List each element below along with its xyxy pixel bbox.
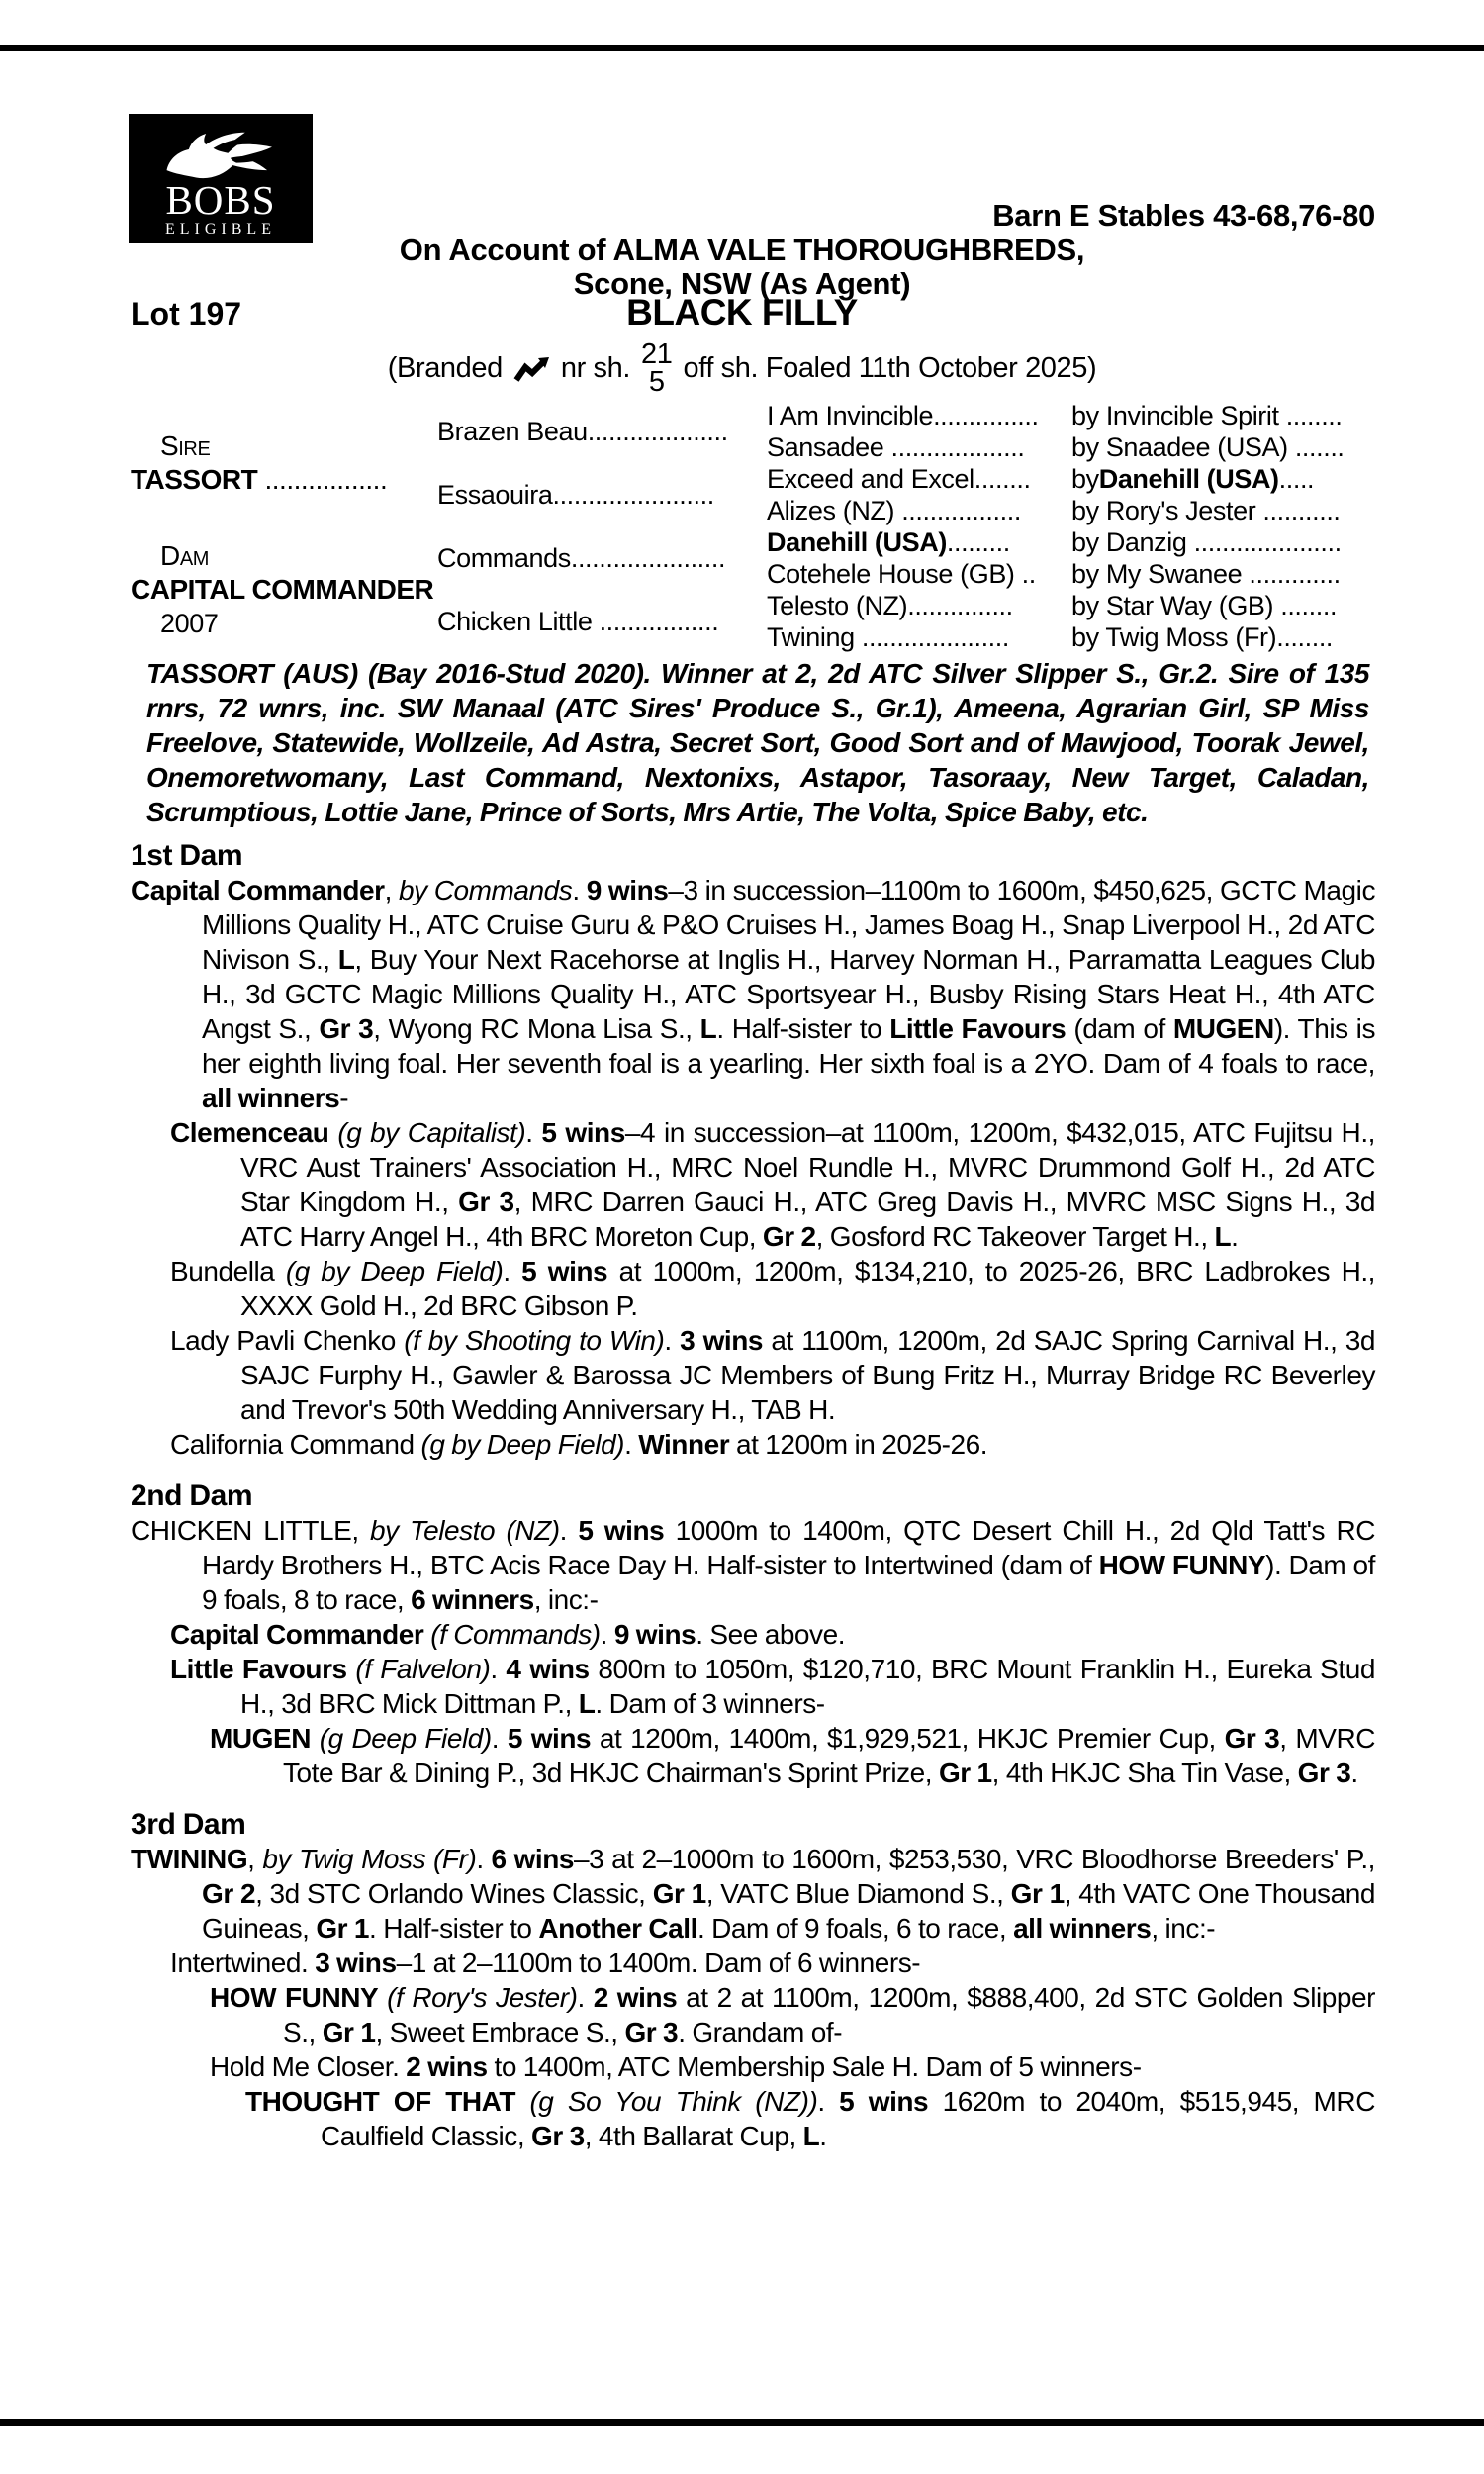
text-run: . Half-sister to xyxy=(716,1013,890,1044)
bottom-rule xyxy=(0,2419,1484,2426)
text-run: –3 at 2–1000m to 1600m, $253,530, VRC Bloodhorse Breeders' P., xyxy=(573,1844,1375,1874)
dam-name: CAPITAL COMMANDER xyxy=(131,574,434,605)
pedigree-greatgrandparent-cell xyxy=(1071,590,1375,621)
text-run: . xyxy=(490,1654,507,1684)
text-run: ......... xyxy=(946,526,1010,557)
pedigree-paragraph xyxy=(131,1427,1375,1462)
pedigree-greatgrandparent-cell xyxy=(1071,400,1375,431)
text-run: 4 wins xyxy=(506,1654,590,1684)
text-run: . xyxy=(572,875,587,905)
pedigree-parent-cell: Essaouira....................... xyxy=(437,479,714,510)
pedigree-greatgrandparent-cell xyxy=(1071,621,1375,653)
text-run: by Danzig ..................... xyxy=(1071,526,1342,557)
text-run: Gr 3 xyxy=(624,2017,679,2047)
text-run: Twining ..................... xyxy=(767,621,1009,652)
text-run: Capital Commander xyxy=(131,875,385,905)
text-run: Gr 3 xyxy=(319,1013,374,1044)
text-run: , 4th VATC One Thousand Guineas, xyxy=(202,1878,1375,1944)
text-run: Alizes (NZ) ................. xyxy=(767,495,1021,525)
text-run: , 4th HKJC Sha Tin Vase, xyxy=(991,1758,1298,1788)
pedigree-greatgrandparent-cell xyxy=(1071,495,1375,526)
account-line-2: Scone, NSW (As Agent) xyxy=(573,266,911,301)
stud-paragraph: TASSORT (AUS) (Bay 2016-Stud 2020). Winner at 2, 2d ATC Silver Slipper S., Gr.2. Sire of 135 rnrs, 72 wnrs, inc. SW Manaal (ATC Sires' Produce S., Gr.1), Ameena, Agrarian Girl, SP Miss Freelove, Statewide, Wollzeile, Ad Astra, Secret Sort, Good Sort and of Mawjood, Toorak Jewel, Onemoretwomany, Last Command, Nextonixs, Astapor, Tasoraay, New Target, Caladan, Scrumptious, Lottie Jane, Prince of Sorts, Mrs Artie, The Volta, Spice Baby, etc. xyxy=(146,658,1369,827)
text-run: ). Dam of 9 foals, 8 to race, xyxy=(202,1550,1375,1615)
text-run: L xyxy=(1214,1221,1232,1252)
pedigree-paragraph xyxy=(131,1842,1375,1946)
text-run: TWINING xyxy=(131,1844,248,1874)
text-run: by Twig Moss (Fr)........ xyxy=(1071,621,1334,652)
text-run xyxy=(378,1982,387,2013)
dam-section xyxy=(131,1807,1375,2153)
text-run: 3 wins xyxy=(680,1325,764,1356)
pedigree-paragraph xyxy=(131,1513,1375,1617)
pedigree-paragraph xyxy=(131,1721,1375,1790)
text-run: (dam of xyxy=(1066,1013,1173,1044)
pedigree-table xyxy=(131,400,1375,653)
text-run: , Gosford RC Takeover Target H., xyxy=(815,1221,1215,1252)
text-run: Another Call xyxy=(538,1913,697,1944)
text-run: . xyxy=(525,1117,542,1148)
text-run: Telesto (NZ)............... xyxy=(767,590,1013,620)
text-run: Hold Me Closer. xyxy=(210,2051,407,2082)
text-run: L xyxy=(699,1013,717,1044)
pedigree-paragraph xyxy=(131,1652,1375,1721)
text-run: (f Falvelon) xyxy=(355,1654,491,1684)
text-run: 5 wins xyxy=(521,1256,608,1286)
text-run: , xyxy=(384,875,399,905)
pedigree-paragraph xyxy=(131,2049,1375,2084)
text-run: , Buy Your Next Racehorse at Inglis H., Harvey Norman H., Parramatta Leagues Club H., 3d GCTC Magic Millions Quality H., ATC Sportsyear H., Busby Rising Stars Heat H., 4th ATC Angst S., xyxy=(202,944,1376,1044)
text-run: 1620m to 2040m, $515,945, MRC Caulfield Classic, xyxy=(321,2086,1375,2151)
text-run: . Dam of 9 foals, 6 to race, xyxy=(696,1913,1014,1944)
text-run: 800m to 1050m, $120,710, BRC Mount Franklin H., Eureka Stud H., 3d BRC Mick Dittman P., xyxy=(240,1654,1375,1719)
text-run: by Commands xyxy=(399,875,573,905)
text-run: , xyxy=(247,1844,263,1874)
text-run: . See above. xyxy=(696,1619,846,1650)
pedigree-grandparent-cell xyxy=(767,400,1071,431)
text-run: 9 wins xyxy=(613,1619,696,1650)
account-line-1: On Account of ALMA VALE THOROUGHBREDS, xyxy=(399,233,1085,267)
text-run: California Command xyxy=(170,1429,421,1460)
text-run: Gr 1 xyxy=(316,1913,370,1944)
text-run: by Invincible Spirit ........ xyxy=(1071,400,1343,430)
text-run: 5 wins xyxy=(541,1117,625,1148)
text-run xyxy=(328,1117,337,1148)
text-run: Gr 1 xyxy=(652,1878,706,1909)
text-run: Gr 2 xyxy=(202,1878,256,1909)
text-run: Clemenceau xyxy=(170,1117,329,1148)
text-run: . Grandam of- xyxy=(678,2017,843,2047)
text-run: . xyxy=(476,1844,492,1874)
text-run xyxy=(311,1723,320,1754)
text-run: Gr 3 xyxy=(1297,1758,1351,1788)
pedigree-paragraph xyxy=(131,1115,1375,1254)
text-run: MUGEN xyxy=(210,1723,311,1754)
text-run: . xyxy=(624,1429,639,1460)
text-run: at 1000m, 1200m, $134,210, to 2025-26, BRC Ladbrokes H., XXXX Gold H., 2d BRC Gibson P. xyxy=(240,1256,1375,1321)
pedigree-paragraph xyxy=(131,2084,1375,2153)
text-run: . xyxy=(491,1723,508,1754)
text-run: (g by Capitalist) xyxy=(337,1117,526,1148)
text-run: at 1200m in 2025-26. xyxy=(729,1429,988,1460)
text-run: Little Favours xyxy=(889,1013,1067,1044)
sire-block xyxy=(131,400,437,526)
text-run: . xyxy=(1350,1758,1358,1788)
pedigree-greatgrandparent-cell xyxy=(1071,526,1375,558)
text-run: . xyxy=(817,2086,840,2117)
text-run: . xyxy=(600,1619,614,1650)
pedigree-paragraph xyxy=(131,1946,1375,1980)
text-run: THOUGHT OF THAT xyxy=(245,2086,515,2117)
dam-year: 2007 xyxy=(160,609,219,638)
text-run: Little Favours xyxy=(170,1654,347,1684)
text-run: Danehill (USA) xyxy=(1098,463,1279,494)
text-run: by xyxy=(1071,463,1099,494)
text-run: Gr 3 xyxy=(530,2121,585,2151)
text-run: Gr 2 xyxy=(762,1221,816,1252)
text-run: ). This is her eighth living foal. Her seventh foal is a yearling. Her sixth foal is a 2YO. Dam of 4 foals to race, xyxy=(202,1013,1375,1079)
text-run: by Star Way (GB) ........ xyxy=(1071,590,1338,620)
dam-section-heading: 2nd Dam xyxy=(131,1479,253,1512)
text-run: to 1400m, ATC Membership Sale H. Dam of 5 winners- xyxy=(487,2051,1142,2082)
text-run: –4 in succession–at 1100m, 1200m, $432,015, ATC Fujitsu H., VRC Aust Trainers' Association H., MRC Noel Rundle H., MVRC Drummond Golf H., 2d ATC Star Kingdom H., xyxy=(240,1117,1375,1217)
text-run: MUGEN xyxy=(1172,1013,1274,1044)
sire-name: TASSORT ................. xyxy=(131,464,388,495)
horse-head-icon xyxy=(158,129,283,180)
text-run: Gr 1 xyxy=(322,2017,376,2047)
branded-prefix: (Branded xyxy=(387,351,503,384)
pedigree-paragraph xyxy=(131,1980,1375,2049)
text-run: all winners xyxy=(1013,1913,1152,1944)
pedigree-grandparent-cell xyxy=(767,495,1071,526)
text-run: . xyxy=(664,1325,681,1356)
text-run: all winners xyxy=(202,1083,340,1113)
text-run: 5 wins xyxy=(578,1515,665,1546)
text-run: , inc:- xyxy=(1151,1913,1216,1944)
text-run: Capital Commander xyxy=(170,1619,424,1650)
text-run: 5 wins xyxy=(839,2086,929,2117)
catalogue-body xyxy=(131,656,1375,2153)
text-run: by Snaadee (USA) ....... xyxy=(1071,431,1345,462)
text-run: (g So You Think (NZ)) xyxy=(529,2086,818,2117)
text-run: by My Swanee ............. xyxy=(1071,558,1341,589)
barn-line: Barn E Stables 43-68,76-80 xyxy=(992,198,1375,233)
pedigree-greatgrandparent-cell xyxy=(1071,558,1375,590)
text-run: (g Deep Field) xyxy=(319,1723,492,1754)
text-run: Danehill (USA) xyxy=(767,526,947,557)
pedigree-paragraph xyxy=(131,873,1375,1115)
dam-section xyxy=(131,838,1375,1462)
dam-section xyxy=(131,1478,1375,1790)
text-run: (f Commands) xyxy=(430,1619,601,1650)
text-run: - xyxy=(339,1083,349,1113)
text-run: at 1100m, 1200m, 2d SAJC Spring Carnival H., 3d SAJC Furphy H., Gawler & Barossa JC Members of Bung Fritz H., Murray Bridge RC Beverley and Trevor's 50th Wedding Anniversary H., TAB H. xyxy=(240,1325,1375,1425)
pedigree-grandparent-cell xyxy=(767,621,1071,653)
text-run: –3 in succession–1100m to 1600m, $450,625, GCTC Magic Millions Quality H., ATC Cruise Guru & P&O Cruises H., James Boag H., Snap Liverpool H., 2d ATC Nivison S., xyxy=(202,875,1375,975)
pedigree-parent-cell: Chicken Little ................. xyxy=(437,606,719,636)
text-run: by Twig Moss (Fr) xyxy=(262,1844,477,1874)
text-run: L xyxy=(802,2121,820,2151)
text-run: (f by Shooting to Win) xyxy=(404,1325,665,1356)
branded-line xyxy=(0,340,1484,396)
bobs-logo xyxy=(129,114,313,243)
brand-mark-icon xyxy=(513,352,550,385)
text-run: 3 wins xyxy=(315,1948,397,1978)
text-run: Gr 1 xyxy=(1010,1878,1065,1909)
text-run: , Wyong RC Mona Lisa S., xyxy=(373,1013,700,1044)
brand-number-top: 21 xyxy=(641,338,673,370)
pedigree-parent-cell: Commands...................... xyxy=(437,542,726,573)
text-run: (f Rory's Jester) xyxy=(387,1982,578,2013)
text-run: 5 wins xyxy=(507,1723,592,1754)
text-run: , Sweet Embrace S., xyxy=(375,2017,625,2047)
text-run: 2 wins xyxy=(593,1982,678,2013)
text-run: 6 winners xyxy=(411,1584,534,1615)
text-run: . xyxy=(559,1515,579,1546)
text-run: Gr 3 xyxy=(458,1187,514,1217)
text-run: I Am Invincible............... xyxy=(767,400,1039,430)
text-run: , MVRC Tote Bar & Dining P., 3d HKJC Chairman's Sprint Prize, xyxy=(283,1723,1375,1788)
text-run: . Dam of 3 winners- xyxy=(595,1688,825,1719)
text-run: Bundella xyxy=(170,1256,286,1286)
brand-number-fraction xyxy=(641,340,672,396)
pedigree-greatgrandparent-cell xyxy=(1071,463,1375,495)
text-run: Exceed and Excel........ xyxy=(767,463,1031,494)
pedigree-greatgrandparent-cell xyxy=(1071,431,1375,463)
text-run: at 2 at 1100m, 1200m, $888,400, 2d STC Golden Slipper S., xyxy=(283,1982,1375,2047)
pedigree-grandparent-cell xyxy=(767,590,1071,621)
text-run: 9 wins xyxy=(586,875,669,905)
text-run: HOW FUNNY xyxy=(1098,1550,1266,1580)
text-run: Gr 3 xyxy=(1224,1723,1280,1754)
pedigree-paragraph xyxy=(131,1323,1375,1427)
text-run: HOW FUNNY xyxy=(210,1982,379,2013)
text-run: Intertwined. xyxy=(170,1948,316,1978)
text-run: Sansadee ................... xyxy=(767,431,1025,462)
pedigree-paragraph xyxy=(131,1254,1375,1323)
text-run: ..... xyxy=(1278,463,1315,494)
dam-section-heading: 1st Dam xyxy=(131,839,243,872)
pedigree-parent-cell: Brazen Beau.................... xyxy=(437,416,728,446)
text-run: Cotehele House (GB) .. xyxy=(767,558,1036,589)
bobs-logo-title: BOBS xyxy=(165,177,276,223)
branded-suffix: off sh. Foaled 11th October 2025) xyxy=(683,351,1097,384)
text-run: (g by Deep Field) xyxy=(420,1429,625,1460)
sire-label: Sire xyxy=(160,430,211,461)
text-run: , MRC Darren Gauci H., ATC Greg Davis H., MVRC MSC Signs H., 3d ATC Harry Angel H., 4th BRC Moreton Cup, xyxy=(240,1187,1375,1252)
lot-number: Lot 197 xyxy=(131,296,242,332)
text-run: Winner xyxy=(638,1429,730,1460)
text-run: . xyxy=(577,1982,594,2013)
dam-block xyxy=(131,526,437,653)
text-run: by Rory's Jester ........... xyxy=(1071,495,1341,525)
text-run: 2 wins xyxy=(406,2051,488,2082)
text-run: CHICKEN LITTLE, xyxy=(131,1515,370,1546)
text-run: . xyxy=(819,2121,827,2151)
text-run: , VATC Blue Diamond S., xyxy=(705,1878,1011,1909)
text-run: . Half-sister to xyxy=(369,1913,539,1944)
pedigree-grandparent-cell xyxy=(767,558,1071,590)
text-run: , 3d STC Orlando Wines Classic, xyxy=(255,1878,653,1909)
bobs-logo-subtitle: ELIGIBLE xyxy=(165,221,276,238)
text-run: by Telesto (NZ) xyxy=(370,1515,560,1546)
pedigree-grandparent-cell xyxy=(767,431,1071,463)
dam-label: Dam xyxy=(160,540,210,571)
text-run: 6 wins xyxy=(491,1844,574,1874)
pedigree-paragraph xyxy=(131,1617,1375,1652)
text-run: 1000m to 1400m, QTC Desert Chill H., 2d Qld Tatt's RC Hardy Brothers H., BTC Acis Race Day H. Half-sister to Intertwined (dam of xyxy=(202,1515,1375,1580)
text-run: at 1200m, 1400m, $1,929,521, HKJC Premier Cup, xyxy=(591,1723,1225,1754)
text-run xyxy=(515,2086,529,2117)
top-rule xyxy=(0,45,1484,51)
text-run: , inc:- xyxy=(533,1584,599,1615)
text-run: (g by Deep Field) xyxy=(285,1256,504,1286)
brand-number-bottom: 5 xyxy=(648,366,665,398)
text-run: , 4th Ballarat Cup, xyxy=(584,2121,803,2151)
pedigree-grandparent-cell xyxy=(767,526,1071,558)
text-run: . xyxy=(503,1256,522,1286)
text-run: L xyxy=(337,944,355,975)
text-run: Lady Pavli Chenko xyxy=(170,1325,405,1356)
dam-section-heading: 3rd Dam xyxy=(131,1808,246,1841)
page-title: BLACK FILLY xyxy=(626,292,858,333)
text-run: . xyxy=(1231,1221,1239,1252)
pedigree-grandparent-cell xyxy=(767,463,1071,495)
text-run: –1 at 2–1100m to 1400m. Dam of 6 winners- xyxy=(396,1948,921,1978)
text-run: L xyxy=(578,1688,596,1719)
text-run: Gr 1 xyxy=(938,1758,992,1788)
branded-mid: nr sh. xyxy=(560,351,630,384)
